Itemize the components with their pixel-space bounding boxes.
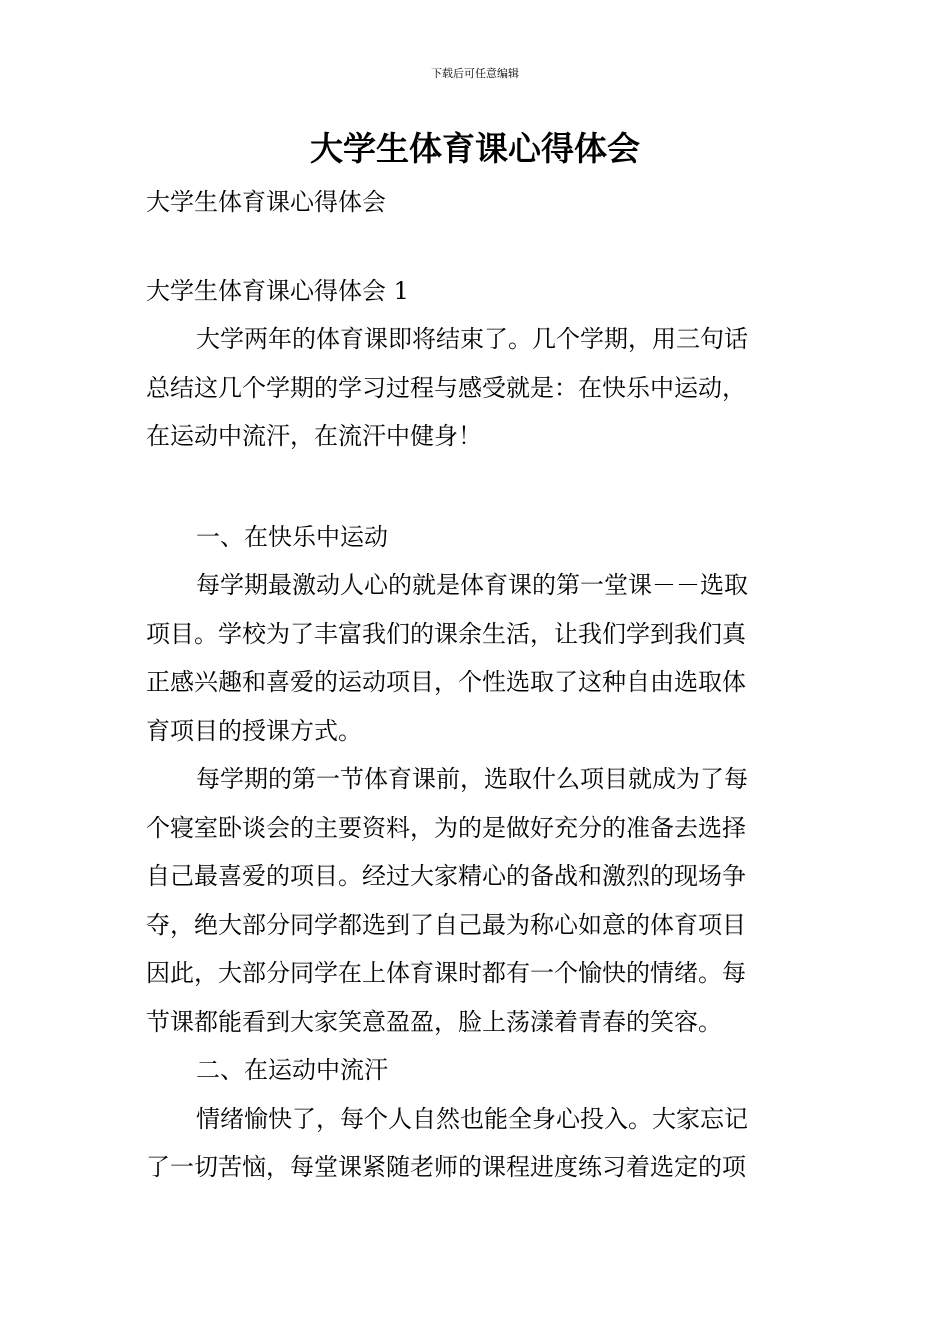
header-note: 下载后可任意编辑 xyxy=(431,67,519,80)
paragraph-line: 自己最喜爱的项目。经过大家精心的备战和激烈的现场争 xyxy=(146,862,746,890)
paragraph-line: 在运动中流汗，在流汗中健身！ xyxy=(146,422,482,450)
document-body xyxy=(146,178,808,1192)
paragraph-line: 总结这几个学期的学习过程与感受就是：在快乐中运动， xyxy=(146,373,746,402)
spacer xyxy=(146,227,808,267)
document-title: 大学生体育课心得体会 xyxy=(310,129,640,168)
subtitle: 大学生体育课心得体会 xyxy=(146,188,386,216)
spacer xyxy=(146,461,808,513)
paragraph-line: 每学期最激动人心的就是体育课的第一堂课－－选取 xyxy=(196,571,748,599)
paragraph-line: 因此，大部分同学在上体育课时都有一个愉快的情绪。每 xyxy=(146,959,746,987)
section-title: 大学生体育课心得体会 1 xyxy=(146,276,409,305)
paragraph-line: 大学两年的体育课即将结束了。几个学期，用三句话 xyxy=(196,325,748,353)
heading-1: 一、在快乐中运动 xyxy=(196,522,388,551)
paragraph-line: 项目。学校为了丰富我们的课余生活，让我们学到我们真 xyxy=(146,619,746,648)
paragraph-line: 情绪愉快了，每个人自然也能全身心投入。大家忘记 xyxy=(196,1104,748,1133)
paragraph-line: 个寝室卧谈会的主要资料，为的是做好充分的准备去选择 xyxy=(146,813,746,842)
heading-2: 二、在运动中流汗 xyxy=(196,1056,388,1084)
paragraph-line: 了一切苦恼，每堂课紧随老师的课程进度练习着选定的项 xyxy=(146,1153,746,1181)
paragraph-line: 节课都能看到大家笑意盈盈，脸上荡漾着青春的笑容。 xyxy=(146,1007,722,1036)
paragraph-line: 每学期的第一节体育课前，选取什么项目就成为了每 xyxy=(196,765,748,793)
paragraph-line: 夺，绝大部分同学都选到了自己最为称心如意的体育项目 xyxy=(146,910,746,939)
paragraph-line: 正感兴趣和喜爱的运动项目，个性选取了这种自由选取体 xyxy=(146,668,746,696)
paragraph-line: 育项目的授课方式。 xyxy=(146,716,362,745)
